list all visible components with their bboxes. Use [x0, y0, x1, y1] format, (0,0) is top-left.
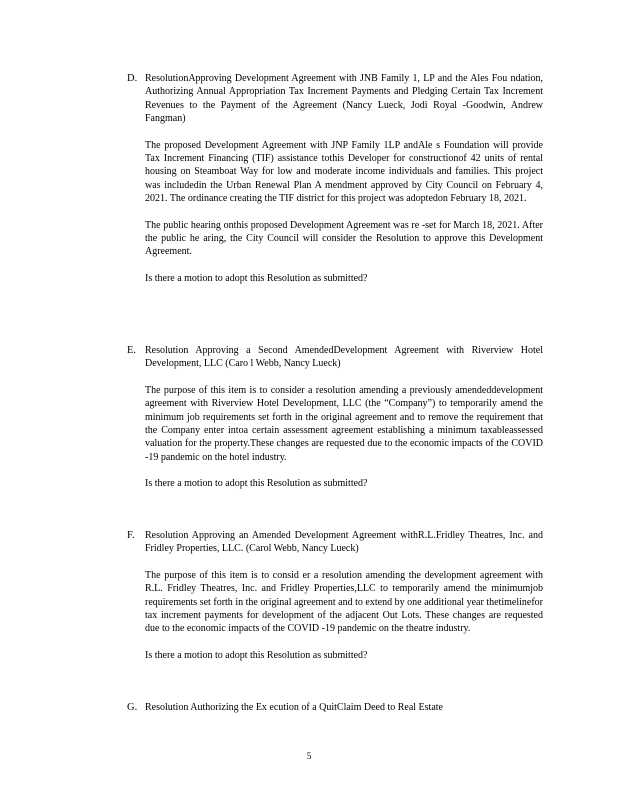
item-title: Resolution Approving a Second AmendedDevelopment Agreement with Riverview Hotel Development, LLC (Caro l Webb, Nancy Lueck) [145, 345, 543, 370]
page-number: 5 [306, 751, 312, 761]
item-paragraph: The purpose of this item is to consid er a resolution amending the development agreement with R.L. Fridley Theatres, Inc. and Fridley Properties,LLC to temporarily amend the minimumjob requirements set forth in the original agreement and to extend by one additional year thetimelinefor tax increment payments for development of the adjacent Out Lots. These changes are requested due to the economic impacts of the COVID -19 pandemic on the theatre industry. [145, 569, 543, 635]
item-letter: G. [127, 702, 138, 713]
item-paragraph: The purpose of this item is to consider a resolution amending a previously amendeddevelopment agreement with Riverview Hotel Development, LLC (the “Company”) to temporarily amend the minimum job requirements set forth in the original agreement and to remove the requirement that the Company enter intoa certain assessment agreement establishing a minimum taxableassessed valuation for the property.These changes are requested due to the economic impacts of the COVID -19 pandemic on the hotel industry. [145, 384, 543, 463]
item-paragraph: The public hearing onthis proposed Development Agreement was re -set for March 18, 2021. After the public he aring, the City Council will consider the Resolution to approve this Development Agreement. [145, 219, 543, 258]
item-letter: E. [127, 345, 137, 356]
motion-question: Is there a motion to adopt this Resolution as submitted? [145, 272, 368, 284]
item-title: ResolutionApproving Development Agreement with JNB Family 1, LP and the Ales Fou ndation, Authorizing Annual Appropriation Tax Increment Payments and Pledging Certain Tax Increment Revenues to the Payment of the Agreement (Nancy Lueck, Jodi Royal -Goodwin, Andrew Fangman) [145, 73, 543, 125]
motion-question: Is there a motion to adopt this Resolution as submitted? [145, 649, 368, 661]
motion-question: Is there a motion to adopt this Resolution as submitted? [145, 478, 368, 490]
item-body [145, 72, 543, 285]
item-title: Resolution Authorizing the Ex ecution of a QuitClaim Deed to Real Estate [145, 702, 443, 713]
item-paragraph: The proposed Development Agreement with JNP Family 1LP andAle s Foundation will provide Tax Increment Financing (TIF) assistance tothis Developer for constructionof 42 units of rental housing on Steamboat Way for low and moderate income individuals and families. This project was includedin the Urban Renewal Plan A mendment approved by City Council on February 4, 2021. The ordinance creating the TIF district for this project was adoptedon February 18, 2021. [145, 139, 543, 205]
item-letter: F. [127, 530, 135, 541]
item-body [145, 701, 543, 714]
item-body [145, 344, 543, 491]
item-title: Resolution Approving an Amended Development Agreement withR.L.Fridley Theatres, Inc. and Fridley Properties, LLC. (Carol Webb, Nancy Lueck) [145, 530, 543, 555]
item-letter: D. [127, 73, 138, 84]
item-body [145, 529, 543, 662]
